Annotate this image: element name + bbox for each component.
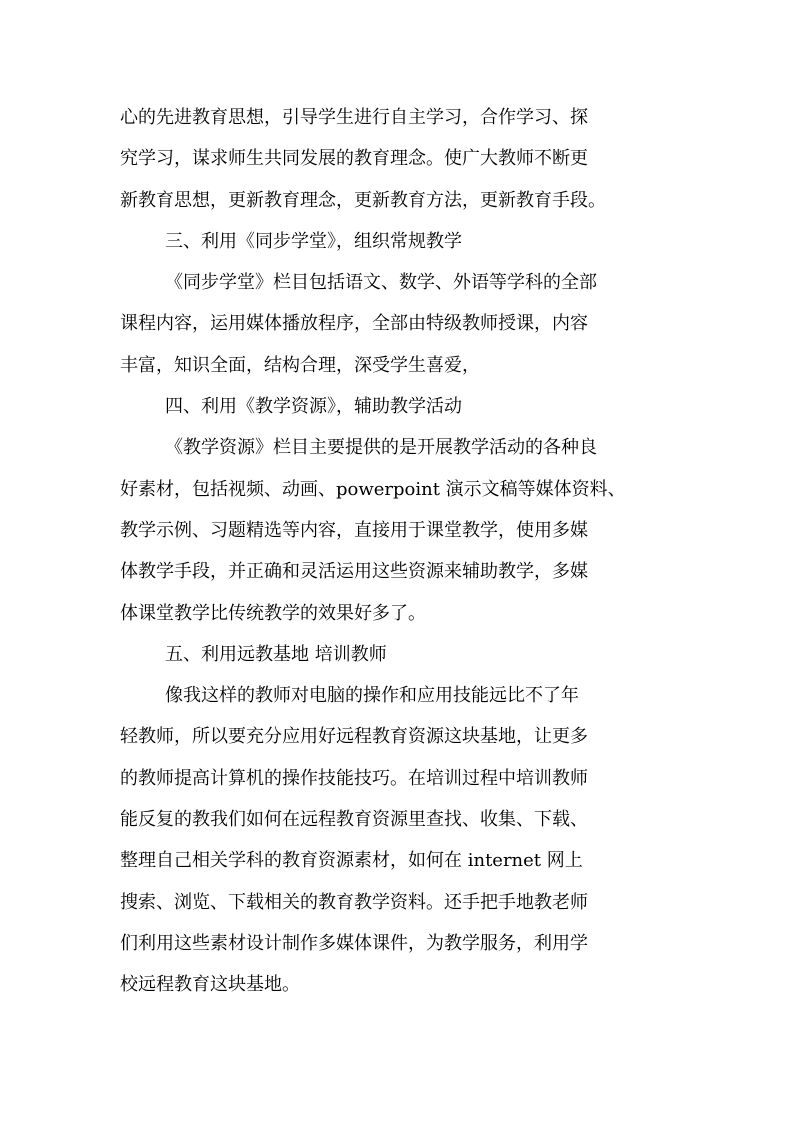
paragraph-line: 体教学手段，并正确和灵活运用这些资源来辅助教学，多媒 [120,561,588,583]
paragraph-line: 教学示例、习题精选等内容，直接用于课堂教学，使用多媒 [120,519,588,541]
paragraph-line: 新教育思想，更新教育理念，更新教育方法，更新教育手段。 [120,189,606,211]
paragraph-line: 心的先进教育思想，引导学生进行自主学习，合作学习、探 [120,107,588,128]
paragraph-line: 搜索、浏览、下载相关的教育教学资料。还手把手地教老师 [120,891,588,913]
paragraph-line: 《同步学堂》栏目包括语文、数学、外语等学科的全部 [165,272,597,294]
paragraph-line: 课程内容，运用媒体播放程序，全部由特级教师授课，内容 [120,313,588,335]
paragraph-line: 《教学资源》栏目主要提供的是开展教学活动的各种良 [165,437,597,459]
paragraph-line: 们利用这些素材设计制作多媒体课件，为教学服务，利用学 [120,932,588,954]
section-heading-5: 五、利用远教基地 培训教师 [165,643,387,665]
document-body [120,97,680,1006]
paragraph-line: 能反复的教我们如何在远程教育资源里查找、收集、下载、 [120,809,588,831]
paragraph-line: 究学习，谋求师生共同发展的教育理念。使广大教师不断更 [120,148,588,170]
paragraph-line: 的教师提高计算机的操作技能技巧。在培训过程中培训教师 [120,767,588,789]
paragraph-line: 整理自己相关学科的教育资源素材，如何在 internet 网上 [120,850,583,872]
paragraph-line: 像我这样的教师对电脑的操作和应用技能远比不了年 [165,685,579,707]
section-heading-4: 四、利用《教学资源》，辅助教学活动 [165,396,462,418]
paragraph-line: 校远程教育这块基地。 [120,974,300,996]
paragraph-line: 好素材，包括视频、动画、powerpoint 演示文稿等媒体资料、 [120,478,626,500]
paragraph-line: 轻教师，所以要充分应用好远程教育资源这块基地，让更多 [120,726,588,748]
paragraph-line: 丰富，知识全面，结构合理，深受学生喜爱， [120,354,480,376]
paragraph-line: 体课堂教学比传统教学的效果好多了。 [120,602,426,624]
section-heading-3: 三、利用《同步学堂》，组织常规教学 [165,230,462,252]
